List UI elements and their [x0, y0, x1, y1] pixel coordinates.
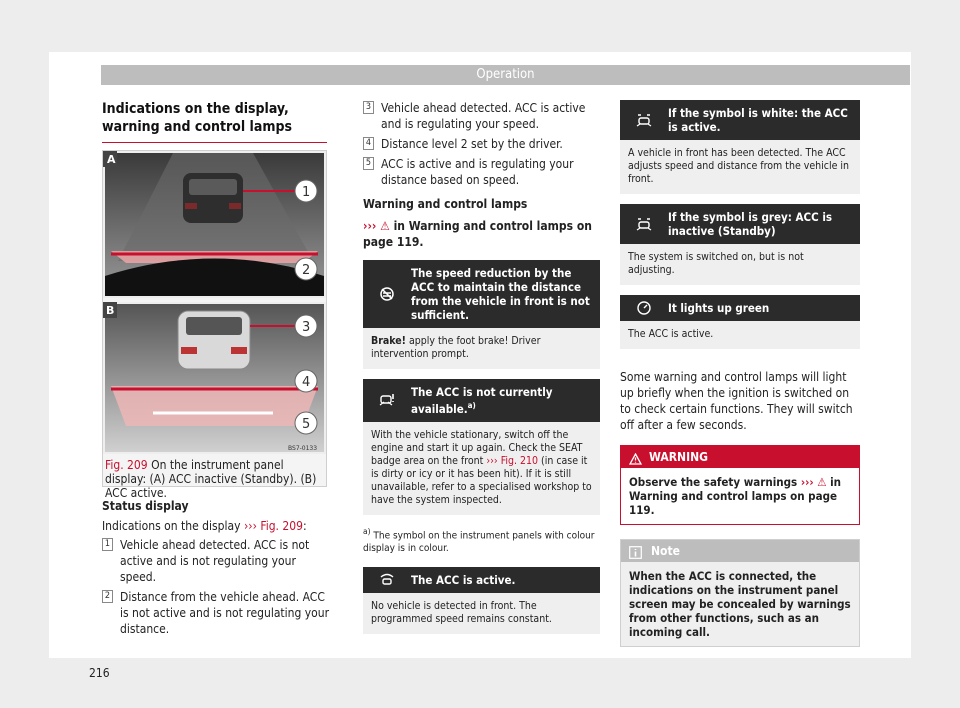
warning-triangle-icon: [629, 450, 642, 472]
instrument-display-illustration: [103, 151, 326, 454]
warning-triangle-icon: ⚠: [817, 475, 827, 489]
page-title: Indications on the display, warning and control lamps: [102, 100, 327, 143]
status-item-3: 3 Vehicle ahead detected. ACC is active and is regulating your speed.: [363, 100, 600, 132]
note-text: When the ACC is connected, the indications on the instrument panel screen may be concealed by warnings from other functions, such as an incoming call.: [621, 562, 859, 646]
lamp-box-green: It lights up green The ACC is active.: [620, 295, 860, 349]
left-column: [102, 100, 327, 143]
warning-label: WARNING: [649, 450, 708, 464]
lamp-box-active: The ACC is active. No vehicle is detected in front. The programmed speed remains constant.: [363, 567, 600, 634]
figure-caption: [103, 458, 326, 500]
figure-number[interactable]: Fig. 209: [105, 458, 148, 472]
fig-210-link[interactable]: ››› Fig. 210: [486, 454, 539, 467]
note-box: [620, 539, 860, 647]
acc-car-icon: [620, 217, 668, 231]
callout-2: 2: [302, 263, 311, 278]
wcl-heading: Warning and control lamps: [363, 197, 528, 211]
status-item-2: 2 Distance from the vehicle ahead. ACC is not active and is not regulating your distance.: [102, 589, 330, 637]
acc-gauge-icon: [620, 301, 668, 315]
status-item-4: 4 Distance level 2 set by the driver.: [363, 136, 600, 152]
lamps-paragraph: Some warning and control lamps will light up briefly when the ignition is switched on to check certain functions. They will switch off after a few seconds.: [620, 370, 853, 432]
fig-209-link[interactable]: ››› Fig. 209: [243, 519, 304, 533]
status-item-1: 1 Vehicle ahead detected. ACC is not active and is not regulating your speed.: [102, 537, 330, 585]
warning-triangle-icon: ⚠: [380, 219, 390, 233]
middle-column: [363, 100, 600, 644]
footnote: $^{a)}$ The symbol on the instrument panels with colour display is in colour.: [363, 525, 595, 555]
callout-4: 4: [302, 375, 311, 390]
car-ahead-b: [178, 311, 250, 369]
lamp-box-grey: If the symbol is grey: ACC is inactive (Standby) The system is switched on, but is not adjusting.: [620, 204, 860, 285]
status-heading: Status display: [102, 499, 189, 513]
acc-speed-reduction-icon: [363, 287, 411, 301]
acc-unavailable-icon: [363, 393, 411, 407]
panel-b-label: B: [106, 304, 115, 317]
lamp-box-white: If the symbol is white: the ACC is active. A vehicle in front has been detected. The ACC adjusts speed and distance from the vehicle in front.: [620, 100, 860, 194]
acc-active-icon: [363, 573, 411, 587]
figure-code: BS7-0133: [288, 445, 318, 452]
figure-209: [102, 150, 327, 500]
note-label: Note: [651, 544, 680, 558]
warning-link[interactable]: in Warning and control lamps on page 119.: [629, 475, 842, 517]
status-intro: Indications on the display ››› Fig. 209:: [102, 519, 307, 533]
caption-text: On the instrument panel display: (A) ACC inactive (Standby). (B) ACC active.: [105, 458, 317, 500]
status-item-5: 5 ACC is active and is regulating your distance based on speed.: [363, 156, 600, 188]
acc-car-icon: [620, 113, 668, 127]
wcl-reference: ››› ⚠ in Warning and control lamps on page 119.: [363, 219, 592, 249]
page-number: 216: [89, 666, 110, 680]
section-header: Operation: [101, 65, 910, 85]
lamp-box-unavailable: The ACC is not currently available.$^{a)}$ With the vehicle stationary, switch off the engine and start it up again. Check the SEAT badge area on the front ››› Fig. 210 (in case it is dirty or icy or it has been hit). If it is still unavailable, refer to a specialised workshop to have the system inspected.: [363, 379, 600, 515]
callout-1: 1: [302, 185, 311, 200]
warning-box: WARNING Observe the safety warnings ››› ⚠ in Warning and control lamps on page 119.: [620, 445, 860, 525]
lamp-box-speed-reduction: The speed reduction by the ACC to maintain the distance from the vehicle in front is not sufficient. Brake! apply the foot brake! Driver intervention prompt.: [363, 260, 600, 369]
callout-5: 5: [302, 417, 311, 432]
info-icon: [629, 544, 642, 566]
wcl-link[interactable]: in Warning and control lamps on page 119: [363, 219, 592, 249]
callout-3: 3: [302, 320, 311, 335]
right-column: [620, 100, 860, 647]
car-ahead-a: [183, 173, 243, 223]
status-section: [102, 498, 330, 641]
panel-a-label: A: [107, 153, 116, 166]
